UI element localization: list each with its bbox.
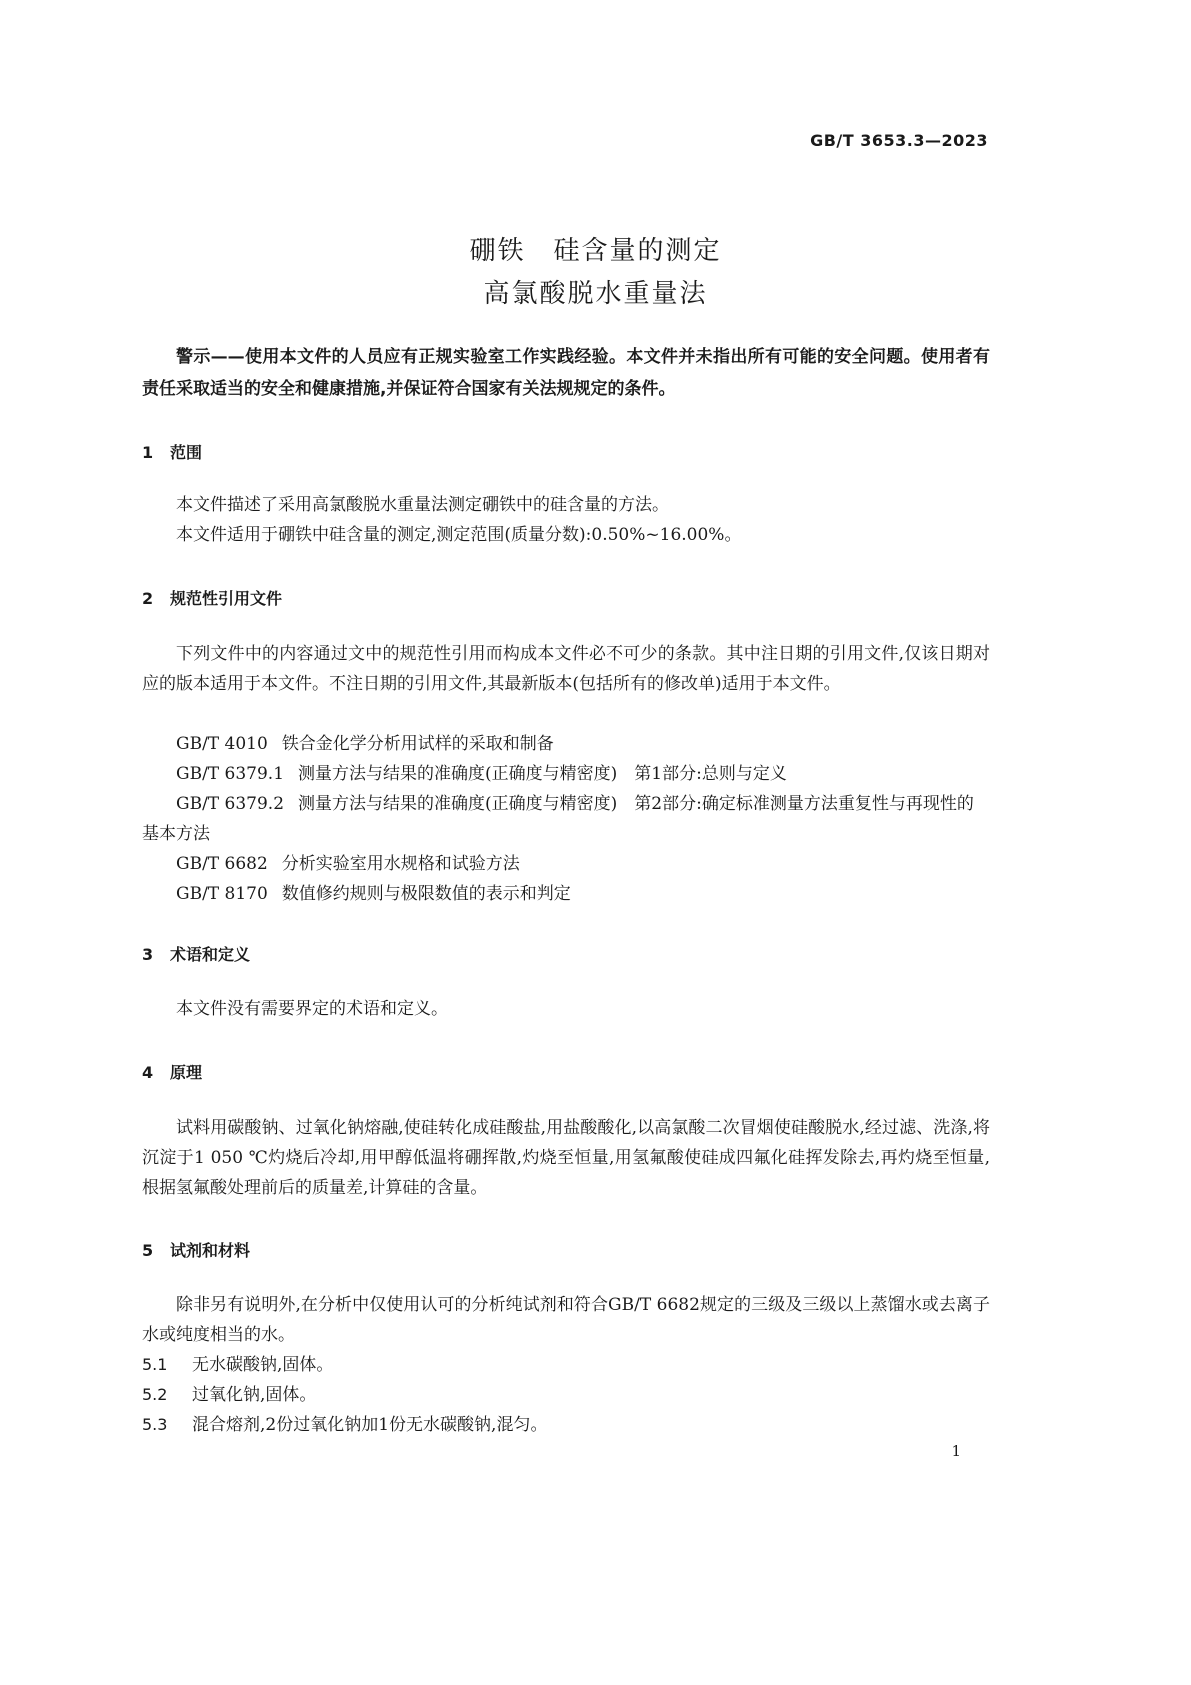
section-heading-terms [142, 942, 250, 965]
section-title: 范围 [170, 443, 203, 462]
reference-item [142, 879, 990, 909]
reference-item [142, 789, 990, 849]
reference-code: GB/T 4010 [176, 734, 268, 754]
reference-title: 数值修约规则与极限数值的表示和判定 [281, 884, 571, 904]
reference-title: 铁合金化学分析用试样的采取和制备 [281, 734, 554, 754]
section-heading-principle [142, 1060, 202, 1083]
reagents-intro: 除非另有说明外,在分析中仅使用认可的分析纯试剂和符合GB/T 6682规定的三级及三级以上蒸馏水或去离子水或纯度相当的水。 [142, 1295, 990, 1345]
clause-text: 混合熔剂,2份过氧化钠加1份无水碳酸钠,混匀。 [192, 1415, 548, 1435]
scope-paragraph: 本文件适用于硼铁中硅含量的测定,测定范围(质量分数):0.50%~16.00%。 [176, 525, 742, 545]
reference-item [142, 849, 990, 879]
reagent-item [142, 1380, 990, 1410]
reference-code: GB/T 6379.2 [176, 794, 285, 814]
safety-warning: 警示——使用本文件的人员应有正规实验室工作实践经验。本文件并未指出所有可能的安全问题。使用者有责任采取适当的安全和健康措施,并保证符合国家有关法规规定的条件。 [142, 347, 990, 399]
clause-text: 过氧化钠,固体。 [192, 1385, 317, 1405]
section-title: 规范性引用文件 [170, 589, 283, 608]
section-heading-reagents [142, 1238, 250, 1261]
reference-title: 测量方法与结果的准确度(正确度与精密度) 第2部分:确定标准测量方法重复性与再现性的基本方法 [142, 794, 974, 844]
section-title: 试剂和材料 [170, 1241, 251, 1260]
reference-title: 测量方法与结果的准确度(正确度与精密度) 第1部分:总则与定义 [298, 764, 787, 784]
section-number: 5 [142, 1241, 154, 1260]
reagent-item [142, 1410, 990, 1440]
section-heading-normative-references [142, 586, 282, 609]
section-number: 2 [142, 589, 154, 608]
terms-paragraph: 本文件没有需要界定的术语和定义。 [176, 999, 448, 1019]
reagent-item [142, 1350, 990, 1380]
section-number: 3 [142, 945, 154, 964]
reference-item [142, 729, 990, 759]
section-heading-scope [142, 440, 202, 463]
clause-number: 5.3 [142, 1415, 168, 1434]
principle-paragraph: 试料用碳酸钠、过氧化钠熔融,使硅转化成硅酸盐,用盐酸酸化,以高氯酸二次冒烟使硅酸脱水,经过滤、洗涤,将沉淀于1 050 ℃灼烧后冷却,用甲醇低温将硼挥散,灼烧至恒量,用氢氟酸使硅成四氟化硅挥发除去,再灼烧至恒量,根据氢氟酸处理前后的质量差,计算硅的含量。 [142, 1118, 990, 1198]
reference-item [142, 759, 990, 789]
section-title: 术语和定义 [170, 945, 251, 964]
section-number: 4 [142, 1063, 154, 1082]
clause-number: 5.2 [142, 1385, 168, 1404]
document-title-line-1: 硼铁 硅含量的测定 [469, 236, 722, 266]
page-number: 1 [951, 1442, 961, 1460]
section-number: 1 [142, 443, 154, 462]
clause-number: 5.1 [142, 1355, 168, 1374]
reference-code: GB/T 8170 [176, 884, 268, 904]
reference-title: 分析实验室用水规格和试验方法 [281, 854, 520, 874]
reference-code: GB/T 6682 [176, 854, 268, 874]
reference-code: GB/T 6379.1 [176, 764, 285, 784]
section-title: 原理 [170, 1063, 203, 1082]
standard-number: GB/T 3653.3—2023 [810, 131, 988, 150]
document-title-line-2: 高氯酸脱水重量法 [483, 279, 708, 309]
normative-references-intro: 下列文件中的内容通过文中的规范性引用而构成本文件必不可少的条款。其中注日期的引用文件,仅该日期对应的版本适用于本文件。不注日期的引用文件,其最新版本(包括所有的修改单)适用于本文件。 [142, 644, 990, 694]
scope-paragraph: 本文件描述了采用高氯酸脱水重量法测定硼铁中的硅含量的方法。 [176, 495, 669, 515]
clause-text: 无水碳酸钠,固体。 [192, 1355, 334, 1375]
